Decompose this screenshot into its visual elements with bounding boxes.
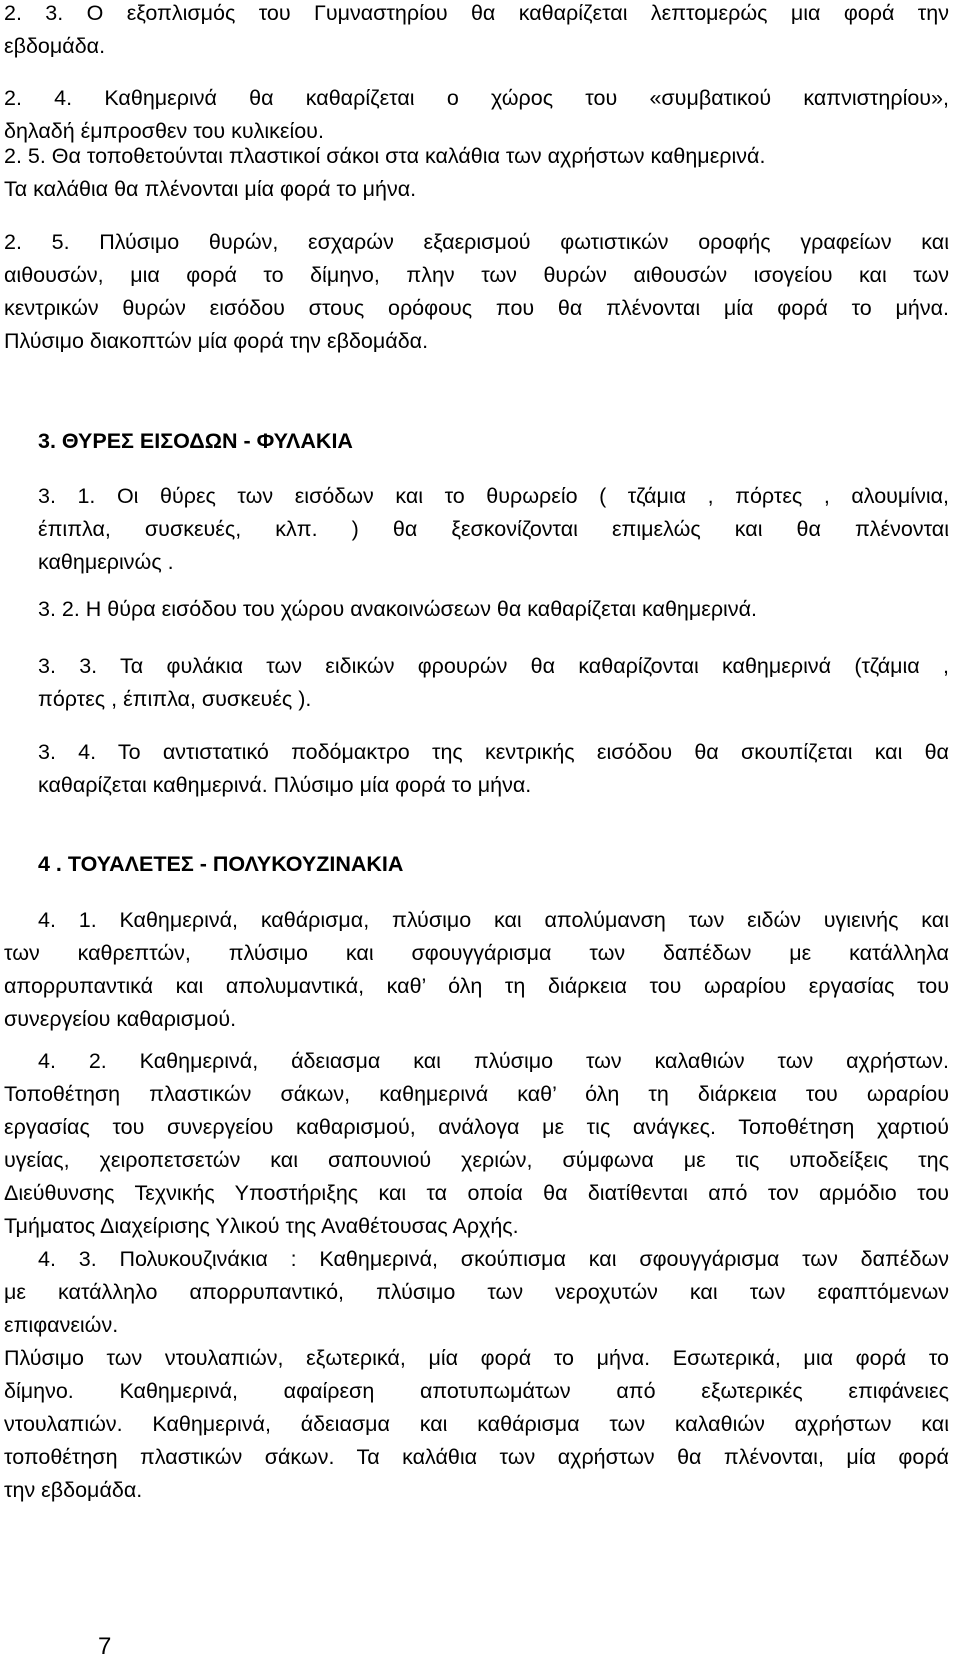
text-line: υγείας, χειροπετσετών και σαπουνιού χεριών, σύμφωνα με τις υποδείξεις της	[4, 1148, 949, 1172]
text-line: Τα καλάθια θα πλένονται μία φορά το μήνα.	[4, 177, 417, 201]
text-line: εργασίας του συνεργείου καθαρισμού, ανάλογα με τις ανάγκες. Τοποθέτηση χαρτιού	[4, 1115, 949, 1139]
paragraph-2-5-bags	[4, 140, 904, 206]
paragraph-3-4	[38, 736, 949, 802]
text-line: συνεργείου καθαρισμού.	[4, 1007, 237, 1031]
text-line: την εβδομάδα.	[4, 1478, 143, 1502]
paragraph-4-3	[4, 1243, 949, 1507]
text-line: Διεύθυνσης Τεχνικής Υποστήριξης και τα οποία θα διατίθενται από τον αρμόδιο του	[4, 1181, 949, 1205]
paragraph-2-3	[4, 0, 949, 63]
text-line: με κατάλληλο απορρυπαντικό, πλύσιμο των νεροχυτών και των εφαπτόμενων	[4, 1280, 949, 1304]
text-line: 4. 2. Καθημερινά, άδειασμα και πλύσιμο των καλαθιών των αχρήστων.	[38, 1049, 949, 1073]
text-line: αιθουσών, μια φορά το δίμηνο, πλην των θυρών αιθουσών ισογείου και των	[4, 263, 949, 287]
text-line: 3. 2. Η θύρα εισόδου του χώρου ανακοινώσεων θα καθαρίζεται καθημερινά.	[38, 597, 757, 621]
text-line: καθαρίζεται καθημερινά. Πλύσιμο μία φορά το μήνα.	[38, 773, 532, 797]
text-line: 2. 5. Πλύσιμο θυρών, εσχαρών εξαερισμού φωτιστικών οροφής γραφείων και	[4, 230, 949, 254]
paragraph-3-2	[38, 593, 949, 626]
text-line: δίμηνο. Καθημερινά, αφαίρεση αποτυπωμάτων από εξωτερικές επιφάνειες	[4, 1379, 949, 1403]
paragraph-4-1	[4, 904, 949, 1036]
text-line: 2. 5. Θα τοποθετούνται πλαστικοί σάκοι στα καλάθια των αχρήστων καθημερινά.	[4, 144, 766, 168]
text-line: 4. 3. Πολυκουζινάκια : Καθημερινά, σκούπισμα και σφουγγάρισμα των δαπέδων	[38, 1247, 949, 1271]
text-line: 2. 4. Καθημερινά θα καθαρίζεται ο χώρος του «συμβατικού καπνιστηρίου»,	[4, 86, 949, 110]
page-number: 7	[98, 1633, 112, 1660]
text-line: καθημερινώς .	[38, 550, 174, 574]
paragraph-2-5-washing	[4, 226, 949, 358]
section-heading-4: 4 . ΤΟΥΑΛΕΤΕΣ - ΠΟΛΥΚΟΥΖΙΝΑΚΙΑ	[38, 852, 404, 876]
text-line: Πλύσιμο των ντουλαπιών, εξωτερικά, μία φορά το μήνα. Εσωτερικά, μια φορά το	[4, 1346, 949, 1370]
text-line: απορρυπαντικά και απολυμαντικά, καθ’ όλη τη διάρκεια του ωραρίου εργασίας του	[4, 974, 949, 998]
text-line: δηλαδή έμπροσθεν του κυλικείου.	[4, 119, 324, 143]
text-line: έπιπλα, συσκευές, κλπ. ) θα ξεσκονίζονται επιμελώς και θα πλένονται	[38, 517, 949, 541]
text-line: 3. 3. Τα φυλάκια των ειδικών φρουρών θα καθαρίζονται καθημερινά (τζάμια ,	[38, 654, 949, 678]
text-line: εβδομάδα.	[4, 34, 106, 58]
text-line: Πλύσιμο διακοπτών μία φορά την εβδομάδα.	[4, 329, 429, 353]
text-line: επιφανειών.	[4, 1313, 119, 1337]
paragraph-2-4	[4, 82, 949, 148]
text-line: τοποθέτηση πλαστικών σάκων. Τα καλάθια των αχρήστων θα πλένονται, μία φορά	[4, 1445, 949, 1469]
text-line: κεντρικών θυρών εισόδου στους ορόφους που θα πλένονται μία φορά το μήνα.	[4, 296, 949, 320]
text-line: πόρτες , έπιπλα, συσκευές ).	[38, 687, 312, 711]
paragraph-3-1	[38, 480, 949, 579]
text-line: 4. 1. Καθημερινά, καθάρισμα, πλύσιμο και απολύμανση των ειδών υγιεινής και	[38, 908, 949, 932]
text-line: 3. 4. Το αντιστατικό ποδόμακτρο της κεντρικής εισόδου θα σκουπίζεται και θα	[38, 740, 949, 764]
text-line: των καθρεπτών, πλύσιμο και σφουγγάρισμα των δαπέδων με κατάλληλα	[4, 941, 949, 965]
paragraph-4-2	[4, 1045, 949, 1243]
section-heading-3: 3. ΘΥΡΕΣ ΕΙΣΟΔΩΝ - ΦΥΛΑΚΙΑ	[38, 429, 353, 453]
text-line: Τοποθέτηση πλαστικών σάκων, καθημερινά καθ’ όλη τη διάρκεια του ωραρίου	[4, 1082, 949, 1106]
text-line: 3. 1. Οι θύρες των εισόδων και το θυρωρείο ( τζάμια , πόρτες , αλουμίνια,	[38, 484, 949, 508]
text-line: ντουλαπιών. Καθημερινά, άδειασμα και καθάρισμα των καλαθιών αχρήστων και	[4, 1412, 949, 1436]
text-line: 2. 3. Ο εξοπλισμός του Γυμναστηρίου θα καθαρίζεται λεπτομερώς μια φορά την	[4, 1, 949, 25]
paragraph-3-3	[38, 650, 949, 716]
text-line: Τμήματος Διαχείρισης Υλικού της Αναθέτουσας Αρχής.	[4, 1214, 519, 1238]
